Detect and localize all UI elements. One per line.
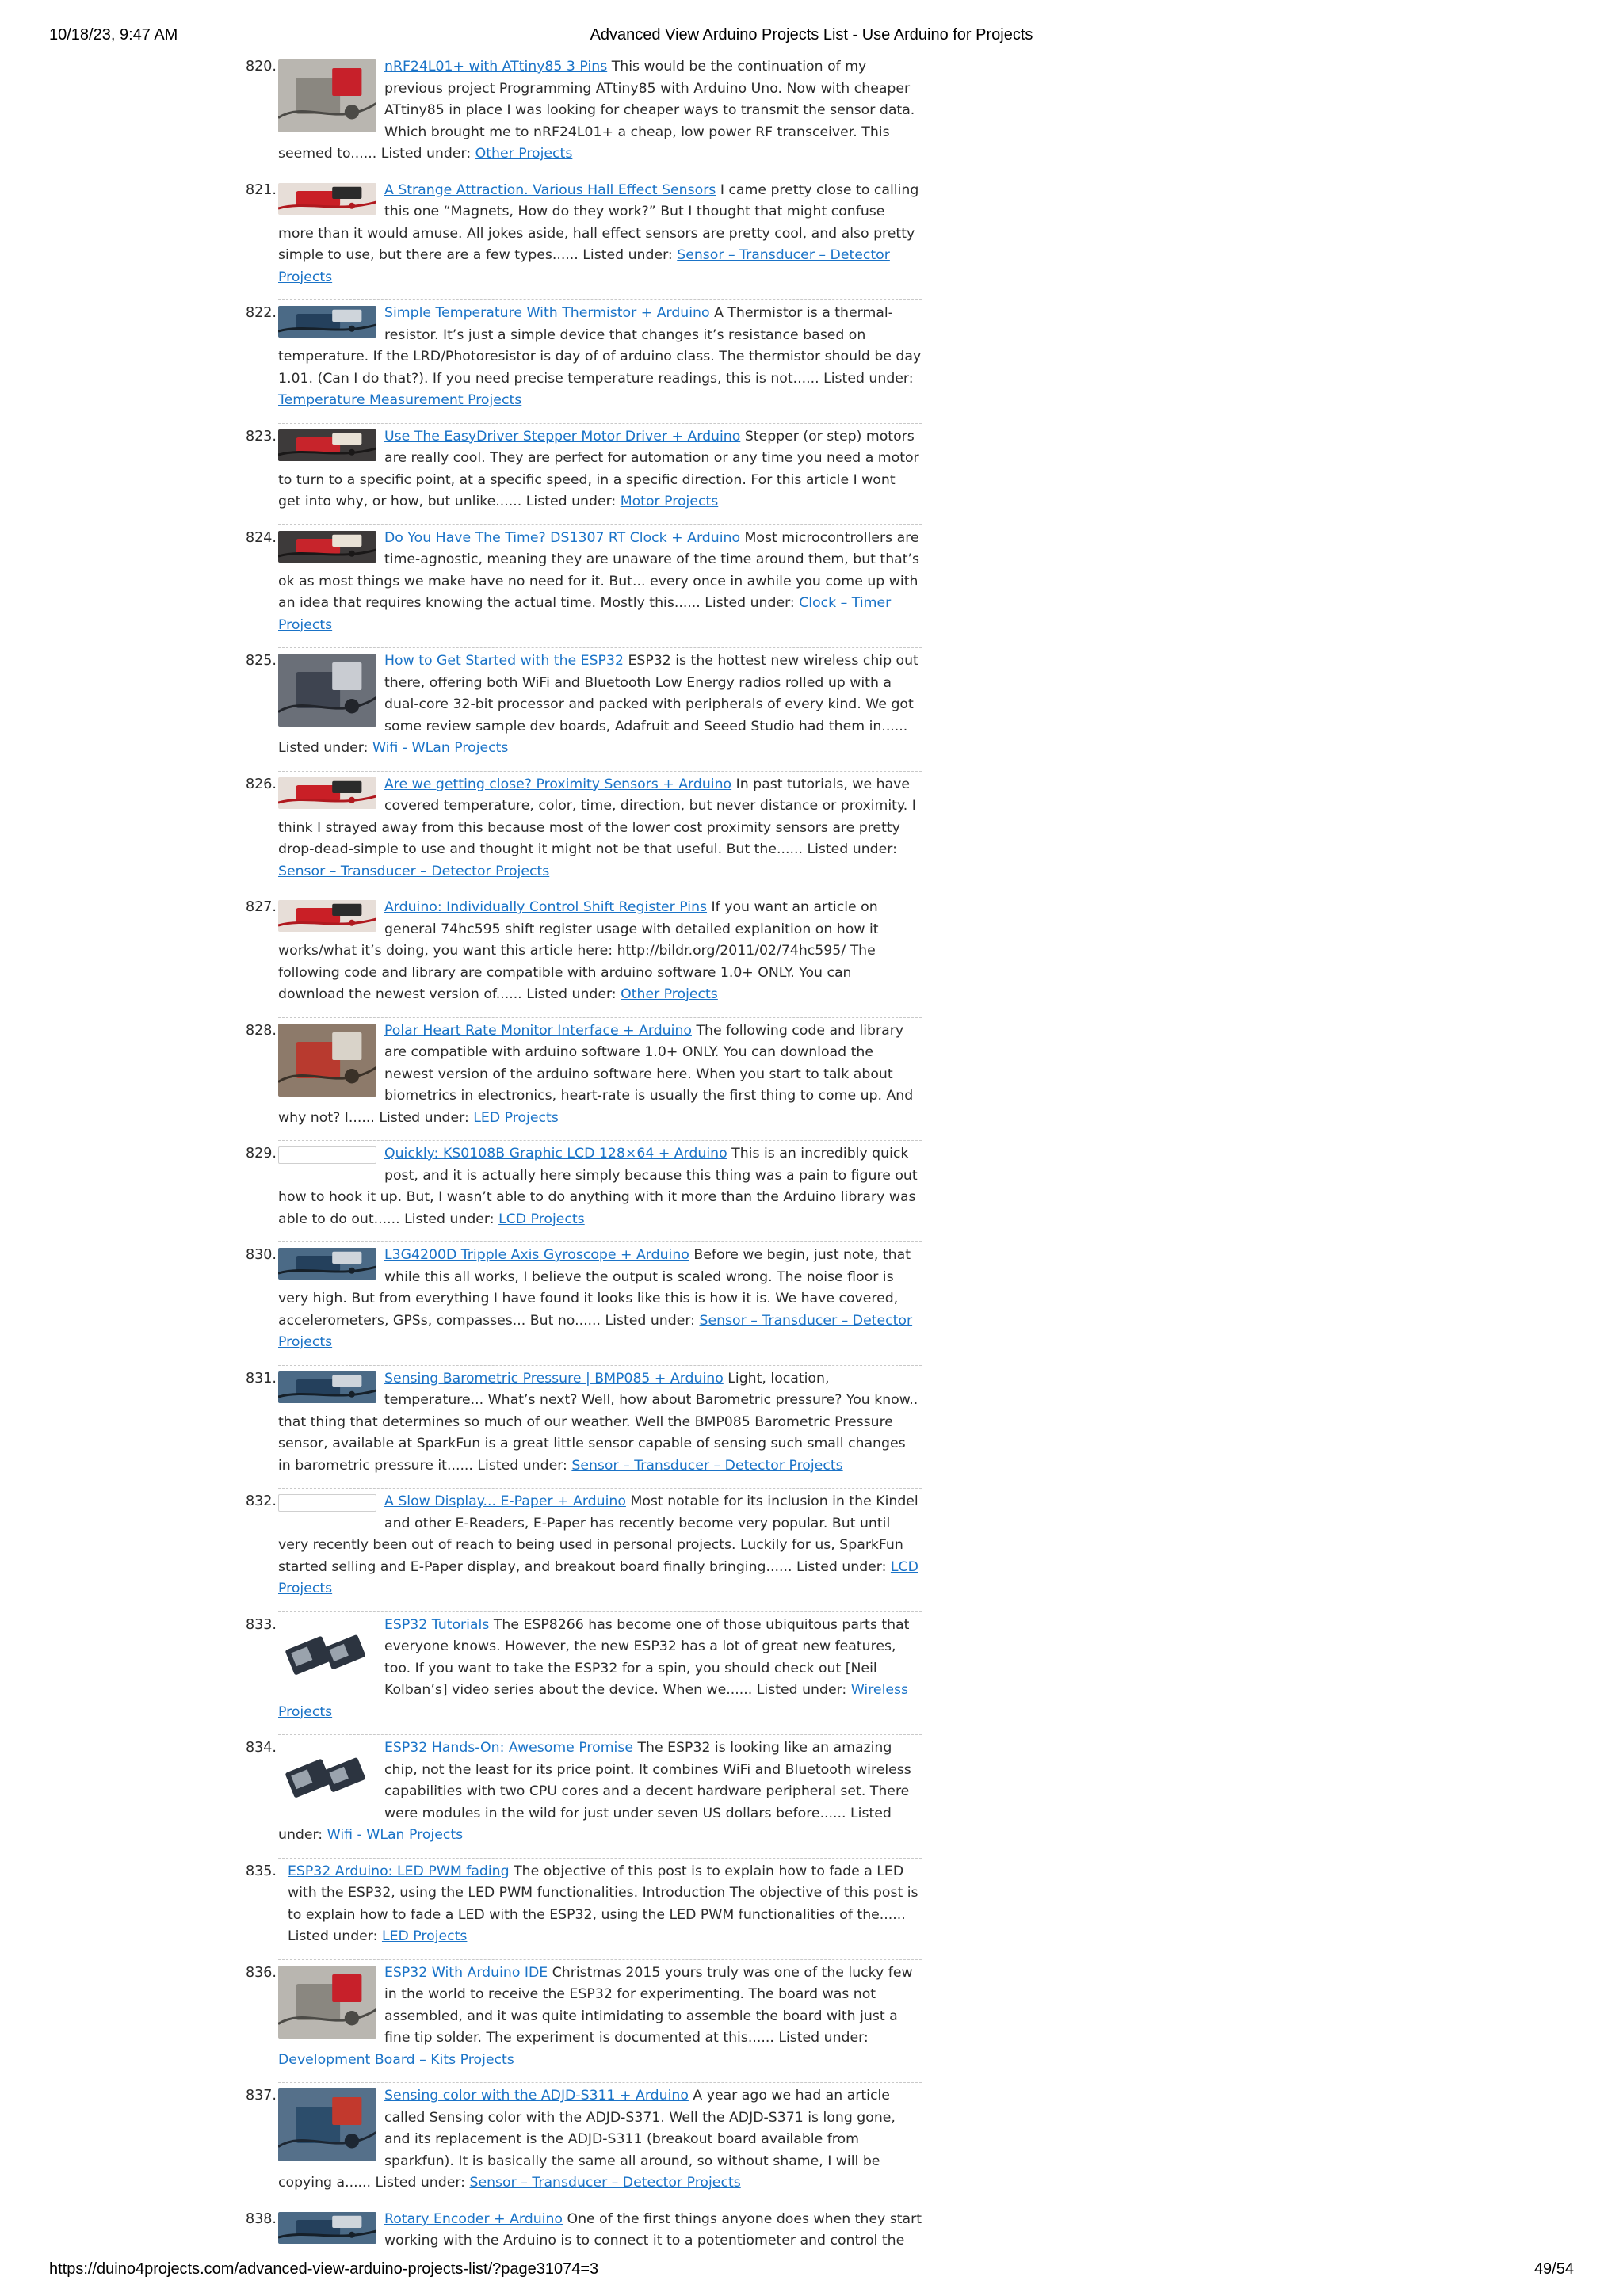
listed-under-label: Listed under: bbox=[525, 494, 617, 509]
item-number: 834. bbox=[246, 1740, 277, 1756]
category-link[interactable]: LED Projects bbox=[473, 1109, 559, 1126]
project-title-link[interactable]: Do You Have The Time? DS1307 RT Clock + Arduino bbox=[384, 529, 741, 546]
category-link[interactable]: Wifi - WLan Projects bbox=[327, 1827, 464, 1843]
category-link[interactable]: LCD Projects bbox=[498, 1211, 585, 1227]
project-title-link[interactable]: Simple Temperature With Thermistor + Arduino bbox=[384, 305, 710, 321]
item-number: 837. bbox=[246, 2088, 277, 2103]
item-number: 821. bbox=[246, 181, 277, 198]
category-link[interactable]: Motor Projects bbox=[620, 494, 719, 509]
category-link[interactable]: Sensor – Transducer – Detector Projects bbox=[278, 247, 890, 285]
project-description: Before we begin, just note, that while this all works, I believe the output is scaled wrong. The noise floor is very high. But from everything I have found it looks like this is how it is. We have covered, accelerometers, GPSs, compasses... But no...... bbox=[278, 1247, 911, 1329]
list-item bbox=[246, 2206, 922, 2264]
listed-under-label: Listed under: bbox=[582, 247, 673, 263]
item-number: 831. bbox=[246, 1370, 277, 1386]
list-item bbox=[246, 1611, 922, 1735]
category-link[interactable]: Sensor – Transducer – Detector Projects bbox=[278, 863, 550, 879]
listed-under-label: Listed under: bbox=[404, 1211, 495, 1227]
list-item bbox=[246, 423, 922, 524]
project-title-link[interactable]: How to Get Started with the ESP32 bbox=[384, 653, 624, 669]
list-item bbox=[246, 1488, 922, 1611]
project-thumbnail-image[interactable] bbox=[278, 183, 376, 215]
item-number: 822. bbox=[246, 305, 277, 321]
print-page-number: 49/54 bbox=[1533, 2260, 1574, 2278]
project-description: The following code and library are compatible with arduino software 1.0+ ONLY. You can download the newest version of the arduino software here. When you start to talk about biometrics in electronics, heart-rate is usually the first thing to come up. And why not? I...... bbox=[278, 1022, 914, 1126]
listed-under-label: Listed under: bbox=[807, 841, 897, 857]
project-title-link[interactable]: A Slow Display... E-Paper + Arduino bbox=[384, 1493, 626, 1509]
project-description: Stepper (or step) motors are really cool. They are perfect for automation or any time you need a motor to turn to a specific point, at a specific speed, in a specific direction. For this article I wont get into why, or how, but unlike...... bbox=[278, 428, 919, 509]
project-title-link[interactable]: Arduino: Individually Control Shift Register Pins bbox=[384, 899, 708, 915]
project-description: I came pretty close to calling this one “Magnets, How do they work?” But I thought that might confuse more than it would amuse. All jokes aside, hall effect sensors are pretty cool, and also pretty simple to use, but there are a few types...... bbox=[278, 181, 919, 263]
item-number: 832. bbox=[246, 1493, 277, 1509]
item-number: 825. bbox=[246, 653, 277, 669]
listed-under-label: Listed under: bbox=[477, 1457, 567, 1474]
list-item bbox=[246, 54, 922, 177]
category-link[interactable]: Other Projects bbox=[475, 146, 573, 162]
project-thumbnail-image[interactable] bbox=[278, 1371, 376, 1403]
project-thumbnail-image[interactable] bbox=[278, 1741, 376, 1814]
item-number: 830. bbox=[246, 1247, 277, 1263]
listed-under-label: Listed under: bbox=[380, 146, 472, 162]
print-header bbox=[49, 26, 1574, 48]
listed-under-label: Listed under: bbox=[375, 2175, 465, 2191]
project-description: The ESP8266 has become one of those ubiquitous parts that everyone knows. However, the new ESP32 has a lot of great new features, too. If you want to take the ESP32 for a spin, you should check out [Neil Kolban’s] video series about the device. When we...... bbox=[384, 1616, 910, 1698]
listed-under-label: Listed under: bbox=[526, 986, 617, 1002]
project-description: In past tutorials, we have covered temperature, color, time, direction, but never distance or proximity. I think I strayed away from this because most of the lower cost proximity sensors are pretty drop-dead-simple to use and thought it might not be that useful. But the...... bbox=[278, 776, 916, 857]
project-thumbnail-image[interactable] bbox=[278, 1618, 376, 1691]
project-title-link[interactable]: nRF24L01+ with ATtiny85 3 Pins bbox=[384, 59, 608, 74]
project-title-link[interactable]: ESP32 Tutorials bbox=[384, 1616, 490, 1633]
list-item bbox=[246, 299, 922, 423]
project-title-link[interactable]: A Strange Attraction. Various Hall Effect Sensors bbox=[384, 181, 716, 198]
project-thumbnail-image[interactable] bbox=[278, 1966, 376, 2039]
project-description: Light, location, temperature... What’s next? Well, how about Barometric pressure? You know.. that thing that determines so much of our weather. Well the BMP085 Barometric Pressure sensor, available at SparkFun is a great little sensor capable of sensing such small changes in barometric pressure it...... bbox=[278, 1370, 918, 1474]
project-description: The ESP32 is looking like an amazing chip, not the least for its price point. It combines WiFi and Bluetooth wireless capabilities with two CPU cores and a decent hardware peripheral set. There were modules in the wild for just under seven US dollars before...... bbox=[384, 1740, 911, 1821]
project-description: A Thermistor is a thermal-resistor. It’s just a simple device that changes it’s resistance based on temperature. If the LRD/Photoresistor is day of of arduino class. The thermistor should be day 1.01. (Can I do that?). If you need precise temperature readings, this is not...... bbox=[278, 305, 922, 387]
item-number: 838. bbox=[246, 2210, 277, 2227]
project-description: Christmas 2015 yours truly was one of the lucky few in the world to receive the ESP32 for experimenting. The board was not assembled, and it was quite intimidating to assemble the board with just a fine tip solder. The experiment is documented at this...... bbox=[384, 1964, 913, 2046]
project-title-link[interactable]: Rotary Encoder + Arduino bbox=[384, 2210, 563, 2227]
list-item bbox=[246, 1959, 922, 2083]
category-link[interactable]: Wifi - WLan Projects bbox=[372, 740, 509, 756]
listed-under-label: Listed under: bbox=[778, 2030, 869, 2046]
project-description: If you want an article on general 74hc595 shift register usage with detailed explanition on how it works/what it’s doing, you want this article here: http://bildr.org/2011/02/74hc595/ The following code and library are compatible with arduino software 1.0+ ONLY. You can download the newest version of...... bbox=[278, 899, 879, 1002]
item-number: 836. bbox=[246, 1964, 277, 1981]
list-item bbox=[246, 524, 922, 648]
item-number: 833. bbox=[246, 1616, 277, 1633]
print-datetime: 10/18/23, 9:47 AM bbox=[49, 26, 178, 44]
project-thumbnail-image[interactable] bbox=[278, 1024, 376, 1097]
project-title-link[interactable]: Are we getting close? Proximity Sensors + Arduino bbox=[384, 776, 732, 792]
category-link[interactable]: LCD Projects bbox=[278, 1558, 918, 1596]
project-description: One of the first things anyone does when they start working with the Arduino is to connect it to a potentiometer and control the bbox=[384, 2210, 922, 2248]
category-link[interactable]: LED Projects bbox=[381, 1928, 468, 1944]
project-thumbnail-image[interactable] bbox=[278, 654, 376, 727]
list-item bbox=[246, 2082, 922, 2206]
listed-under-label: Listed under: bbox=[756, 1682, 847, 1698]
category-link[interactable]: Clock – Timer Projects bbox=[278, 595, 892, 633]
project-thumbnail-image[interactable] bbox=[278, 900, 376, 932]
project-description: ESP32 is the hottest new wireless chip out there, offering both WiFi and Bluetooth Low Energy radios rolled up with a dual-core 32-bit processor and packed with peripherals of every kind. We got some review sample dev boards, Adafruit and Seeed Studio had them in...... bbox=[384, 653, 918, 734]
project-title-link[interactable]: ESP32 Arduino: LED PWM fading bbox=[288, 1863, 510, 1879]
list-item bbox=[246, 1017, 922, 1141]
list-item bbox=[246, 1140, 922, 1241]
project-list bbox=[0, 54, 951, 2264]
list-item bbox=[246, 771, 922, 894]
listed-under-label: Listed under: bbox=[278, 1805, 892, 1843]
list-item bbox=[246, 1858, 922, 1959]
print-page-title: Advanced View Arduino Projects List - Use Arduino for Projects bbox=[590, 26, 1033, 44]
project-thumbnail-image[interactable] bbox=[278, 531, 376, 563]
item-number: 828. bbox=[246, 1022, 277, 1039]
project-title-link[interactable]: ESP32 With Arduino IDE bbox=[384, 1964, 548, 1981]
category-link[interactable]: Sensor – Transducer – Detector Projects bbox=[469, 2175, 741, 2191]
project-title-link[interactable]: L3G4200D Tripple Axis Gyroscope + Arduino bbox=[384, 1247, 689, 1263]
project-title-link[interactable]: Polar Heart Rate Monitor Interface + Arduino bbox=[384, 1022, 692, 1039]
project-thumbnail-image[interactable] bbox=[278, 2212, 376, 2244]
project-title-link[interactable]: Quickly: KS0108B Graphic LCD 128×64 + Arduino bbox=[384, 1146, 727, 1161]
project-thumbnail-image[interactable] bbox=[278, 429, 376, 461]
project-thumbnail-image[interactable] bbox=[278, 2088, 376, 2161]
listed-under-label: Listed under: bbox=[705, 595, 795, 611]
item-number: 827. bbox=[246, 899, 277, 915]
project-description: The objective of this post is to explain how to fade a LED with the ESP32, using the LED PWM functionalities. Introduction The objective of this post is to explain how to fade a LED with the ESP32, using the LED PWM functionalities of the...... bbox=[288, 1863, 918, 1923]
category-link[interactable]: Sensor – Transducer – Detector Projects bbox=[278, 1312, 913, 1350]
listed-under-label: Listed under: bbox=[605, 1312, 695, 1329]
category-link[interactable]: Temperature Measurement Projects bbox=[278, 392, 522, 408]
category-link[interactable]: Development Board – Kits Projects bbox=[278, 2051, 514, 2068]
listed-under-label: Listed under: bbox=[796, 1558, 887, 1575]
list-item bbox=[246, 647, 922, 771]
project-description: A year ago we had an article called Sensing color with the ADJD-S371. Well the ADJD-S371 is long gone, and its replacement is the ADJD-S311 (breakout board available from sparkfun). It is basically the same all around, so without shame, I will be copying a...... bbox=[278, 2088, 896, 2191]
listed-under-label: Listed under: bbox=[278, 740, 369, 756]
list-item bbox=[246, 1241, 922, 1365]
project-title-link[interactable]: Use The EasyDriver Stepper Motor Driver + Arduino bbox=[384, 428, 741, 444]
item-number: 826. bbox=[246, 776, 277, 792]
category-link[interactable]: Other Projects bbox=[621, 986, 718, 1002]
listed-under-label: Listed under: bbox=[379, 1109, 469, 1126]
listed-under-label: Listed under: bbox=[288, 1928, 378, 1944]
broken-image-icon[interactable] bbox=[278, 1494, 376, 1512]
item-number: 823. bbox=[246, 428, 277, 444]
project-title-link[interactable]: ESP32 Hands-On: Awesome Promise bbox=[384, 1740, 633, 1756]
project-thumbnail-image[interactable] bbox=[278, 777, 376, 809]
list-item bbox=[246, 894, 922, 1017]
project-thumbnail-image[interactable] bbox=[278, 306, 376, 338]
item-number: 835. bbox=[246, 1863, 277, 1879]
item-number: 829. bbox=[246, 1146, 277, 1161]
print-url: https://duino4projects.com/advanced-view-arduino-projects-list/?page31074=3 bbox=[49, 2260, 599, 2278]
project-title-link[interactable]: Sensing color with the ADJD-S311 + Arduino bbox=[384, 2088, 689, 2103]
broken-image-icon[interactable] bbox=[278, 1146, 376, 1164]
list-item bbox=[246, 1365, 922, 1489]
project-description: This would be the continuation of my previous project Programming ATtiny85 with Arduino Uno. Now with cheaper ATtiny85 in place I was looking for cheaper ways to transmit the sensor data. Which brought me to nRF24L01+ a cheap, low power RF transceiver. This seemed to...... bbox=[278, 59, 915, 162]
listed-under-label: Listed under: bbox=[823, 370, 914, 387]
print-footer bbox=[49, 2260, 1574, 2283]
project-title-link[interactable]: Sensing Barometric Pressure | BMP085 + Arduino bbox=[384, 1370, 724, 1386]
item-number: 820. bbox=[246, 59, 277, 74]
project-thumbnail-image[interactable] bbox=[278, 1248, 376, 1280]
project-thumbnail-image[interactable] bbox=[278, 59, 376, 132]
category-link[interactable]: Sensor – Transducer – Detector Projects bbox=[571, 1457, 843, 1474]
category-link[interactable]: Wireless Projects bbox=[278, 1682, 909, 1720]
project-description: Most notable for its inclusion in the Kindel and other E-Readers, E-Paper has recently become very popular. But until very recently been out of reach to being used in personal projects. Luckily for us, SparkFun started selling and E-Paper display, and breakout board finally bringing...... bbox=[278, 1493, 918, 1575]
list-item bbox=[246, 1734, 922, 1858]
project-description: This is an incredibly quick post, and it is actually here simply because this thing was a pain to figure out how to hook it up. But, I wasn’t able to do anything with it more than the Arduino library was able to do out...... bbox=[278, 1146, 918, 1227]
project-description: Most microcontrollers are time-agnostic, meaning they are unaware of the time around them, but that’s ok as most things we make have no need for it. But... every once in awhile you come up with an idea that requires knowing the actual time. Mostly this...... bbox=[278, 529, 920, 611]
list-item bbox=[246, 177, 922, 300]
item-number: 824. bbox=[246, 529, 277, 546]
